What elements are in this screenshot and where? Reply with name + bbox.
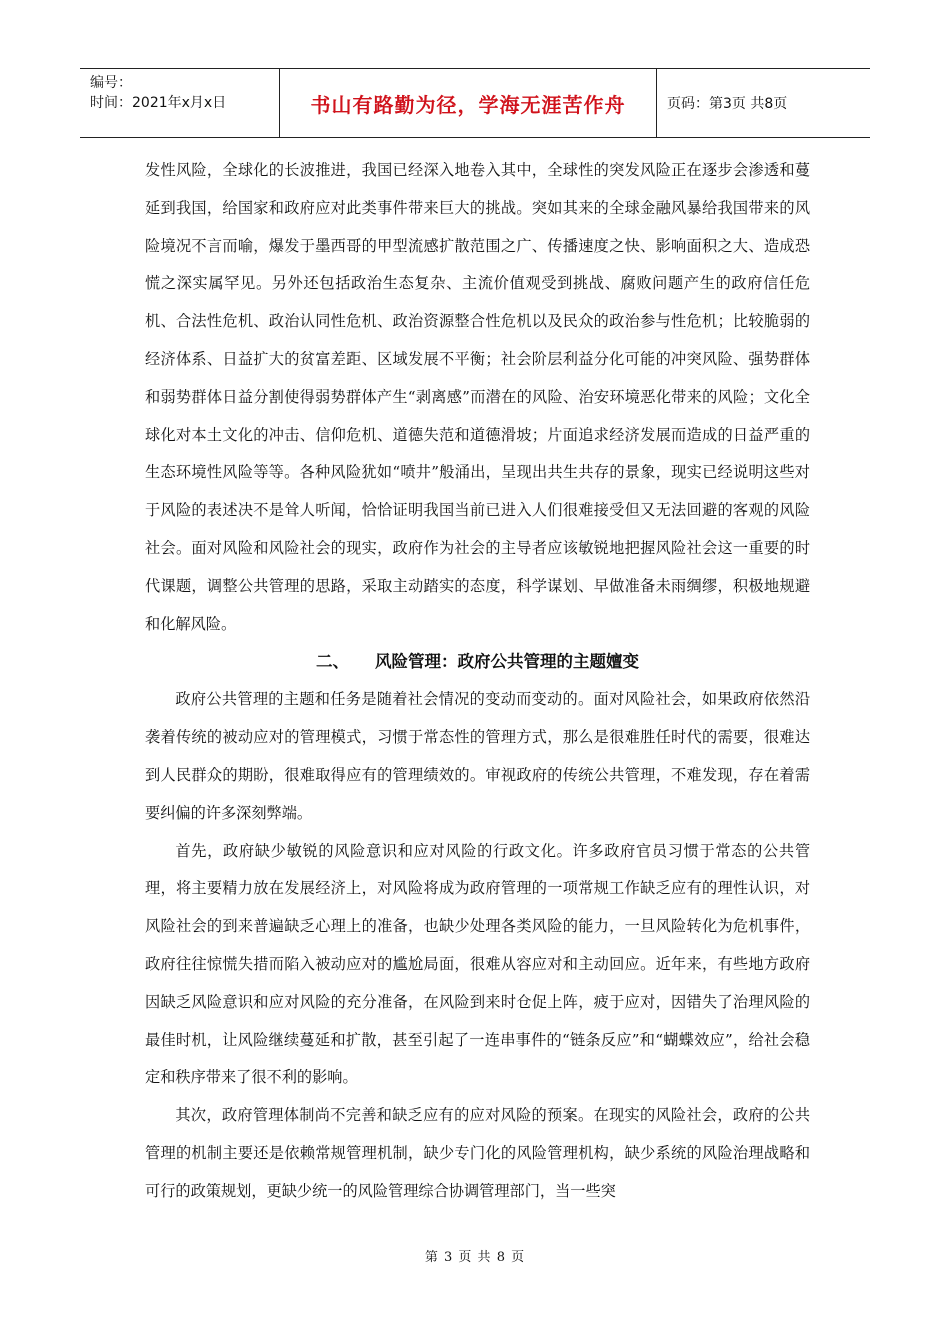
header-page-info: 页码：第3页 共8页 (667, 96, 788, 112)
page-header (80, 68, 870, 138)
paragraph-4: 其次，政府管理体制尚不完善和缺乏应有的应对风险的预案。在现实的风险社会，政府的公共管理的机制主要还是依赖常规管理机制，缺少专门化的风险管理机构，缺少系统的风险治理战略和可行的政策规划，更缺少统一的风险管理综合协调管理部门，当一些突 (145, 1106, 810, 1200)
serial-label: 编号： (90, 75, 132, 91)
section-number: 二、 (316, 652, 349, 672)
paragraph-3: 首先，政府缺少敏锐的风险意识和应对风险的行政文化。许多政府官员习惯于常态的公共管理，将主要精力放在发展经济上，对风险将成为政府管理的一项常规工作缺乏应有的理性认识，对风险社会的到来普遍缺乏心理上的准备，也缺少处理各类风险的能力，一旦风险转化为危机事件，政府往往惊慌失措而陷入被动应对的尴尬局面，很难从容应对和主动回应。近年来，有些地方政府因缺乏风险意识和应对风险的充分准备，在风险到来时仓促上阵，疲于应对，因错失了治理风险的最佳时机，让风险继续蔓延和扩散，甚至引起了一连串事件的“链条反应”和“蝴蝶效应”，给社会稳定和秩序带来了很不利的影响。 (145, 841, 810, 1087)
paragraph-1: 发性风险，全球化的长波推进，我国已经深入地卷入其中，全球性的突发风险正在逐步会渗透和蔓延到我国，给国家和政府应对此类事件带来巨大的挑战。突如其来的全球金融风暴给我国带来的风险境况不言而喻，爆发于墨西哥的甲型流感扩散范围之广、传播速度之快、影响面积之大、造成恐慌之深实属罕见。另外还包括政治生态复杂、主流价值观受到挑战、腐败问题产生的政府信任危机、合法性危机、政治认同性危机、政治资源整合性危机以及民众的政治参与性危机；比较脆弱的经济体系、日益扩大的贫富差距、区域发展不平衡；社会阶层利益分化可能的冲突风险、强势群体和弱势群体日益分割使得弱势群体产生“剥离感”而潜在的风险、治安环境恶化带来的风险；文化全球化对本土文化的冲击、信仰危机、道德失范和道德滑坡；片面追求经济发展而造成的日益严重的生态环境性风险等等。各种风险犹如“喷井”般涌出，呈现出共生共存的景象，现实已经说明这些对于风险的表述决不是耸人听闻，恰恰证明我国当前已进入人们很难接受但又无法回避的客观的风险社会。面对风险和风险社会的现实，政府作为社会的主导者应该敏锐地把握风险社会这一重要的时代课题，调整公共管理的思路，采取主动踏实的态度，科学谋划、早做准备未雨绸缪，积极地规避和化解风险。 (145, 161, 810, 633)
document-body (145, 152, 810, 1211)
time-label: 时间：2021年x月x日 (90, 95, 227, 111)
header-motto: 书山有路勤为径，学海无涯苦作舟 (280, 69, 657, 137)
section-heading (145, 643, 810, 681)
header-meta (80, 69, 280, 137)
page-footer: 第 3 页 共 8 页 (424, 1250, 526, 1265)
section-title: 风险管理：政府公共管理的主题嬗变 (375, 652, 639, 672)
paragraph-2: 政府公共管理的主题和任务是随着社会情况的变动而变动的。面对风险社会，如果政府依然沿袭着传统的被动应对的管理模式，习惯于常态性的管理方式，那么是很难胜任时代的需要，很难达到人民群众的期盼，很难取得应有的管理绩效的。审视政府的传统公共管理，不难发现，存在着需要纠偏的许多深刻弊端。 (145, 690, 810, 822)
